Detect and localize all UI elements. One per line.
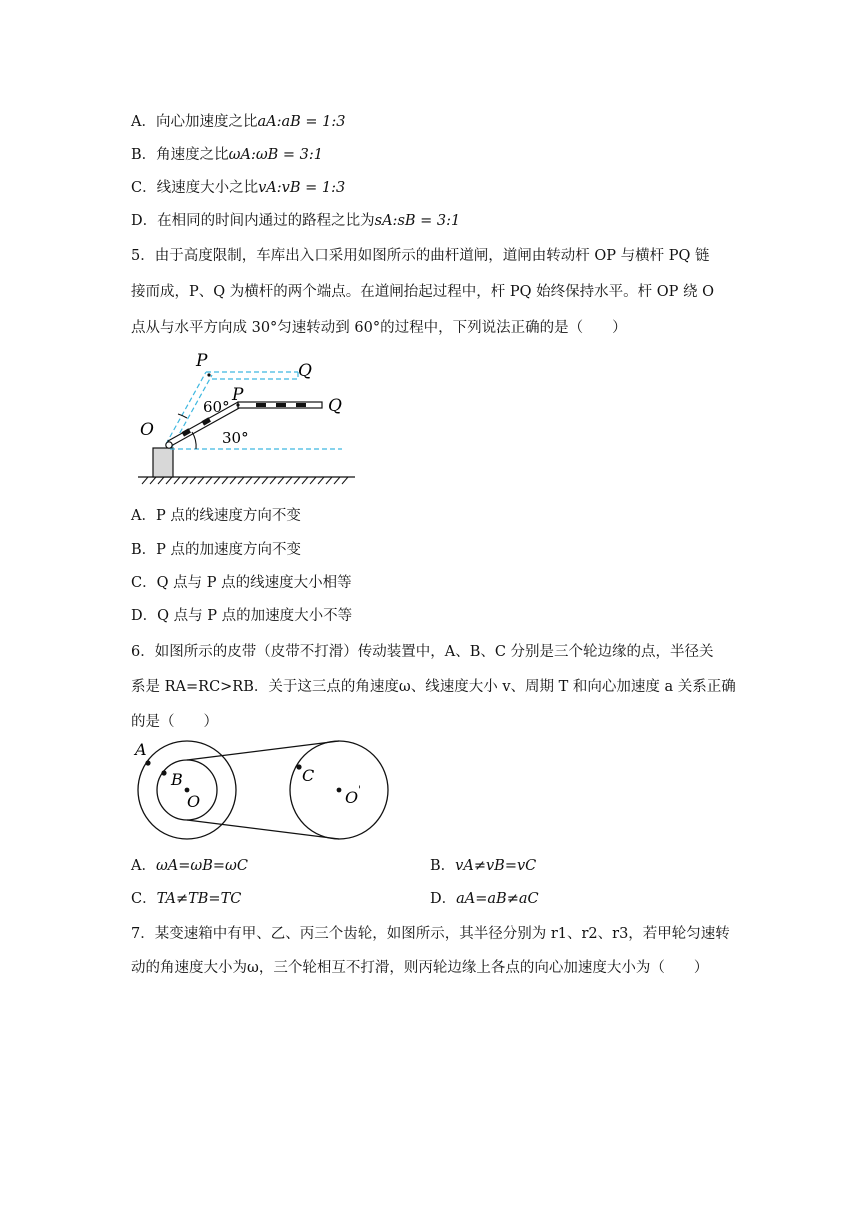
q4-option-b: B．角速度之比ωA:ωB = 3:1: [131, 147, 324, 163]
q6-label-c: C: [302, 766, 315, 785]
q4-option-c: C．线速度大小之比vA:vB = 1:3: [131, 180, 346, 196]
q5-stem-line-2: 接而成，P、Q 为横杆的两个端点。在道闸抬起过程中，杆 PQ 始终保持水平。杆 OP 绕 O: [131, 284, 714, 300]
q5-option-c: C．Q 点与 P 点的线速度大小相等: [131, 575, 352, 591]
q6-stem-line-3: 的是（ ）: [131, 714, 218, 730]
q5-label-p-top: P: [196, 351, 208, 371]
q6-label-b: B: [171, 770, 183, 789]
q7-stem-line-1: 7．某变速箱中有甲、乙、丙三个齿轮，如图所示，其半径分别为 r1、r2、r3，若甲轮匀速转: [131, 926, 730, 942]
q5-label-o: O: [140, 420, 154, 440]
q5-stem-line-1: 5．由于高度限制，车库出入口采用如图所示的曲杆道闸，道闸由转动杆 OP 与横杆 PQ 链: [131, 248, 710, 264]
q5-angle-30: 30°: [222, 429, 249, 447]
q4-option-d: D．在相同的时间内通过的路程之比为sA:sB = 3:1: [131, 213, 461, 229]
q7-stem-line-2: 动的角速度大小为ω，三个轮相互不打滑，则丙轮边缘上各点的向心加速度大小为（ ）: [131, 960, 709, 976]
q5-gate-figure: [130, 348, 370, 488]
q6-option-c: C．TA≠TB=TC: [131, 891, 242, 907]
q6-pulley-figure: [130, 736, 400, 846]
q6-label-a: A: [135, 740, 147, 759]
q6-label-o: O: [187, 792, 201, 811]
q5-option-b: B．P 点的加速度方向不变: [131, 542, 302, 558]
q6-label-o2: O: [345, 788, 359, 807]
q5-label-q: Q: [328, 396, 342, 416]
q5-stem-line-3: 点从与水平方向成 30°匀速转动到 60°的过程中，下列说法正确的是（ ）: [131, 320, 627, 336]
q5-option-d: D．Q 点与 P 点的加速度大小不等: [131, 608, 353, 624]
q6-stem-line-1: 6．如图所示的皮带（皮带不打滑）传动装置中，A、B、C 分别是三个轮边缘的点，半径关: [131, 644, 714, 660]
q5-option-a: A．P 点的线速度方向不变: [131, 508, 301, 524]
q5-angle-60: 60°: [203, 398, 230, 416]
q6-option-b: B．vA≠vB=vC: [430, 858, 537, 874]
q6-option-d: D．aA=aB≠aC: [430, 891, 539, 907]
q5-label-q-top: Q: [298, 361, 312, 381]
q6-stem-line-2: 系是 RA=RC>RB．关于这三点的角速度ω、线速度大小 v、周期 T 和向心加速度 a 关系正确: [131, 679, 736, 695]
q5-label-p: P: [232, 385, 244, 405]
q6-label-o2-prime: ': [358, 785, 361, 796]
q6-option-a: A．ωA=ωB=ωC: [131, 858, 248, 874]
q4-option-a: A．向心加速度之比aA:aB = 1:3: [131, 114, 346, 130]
